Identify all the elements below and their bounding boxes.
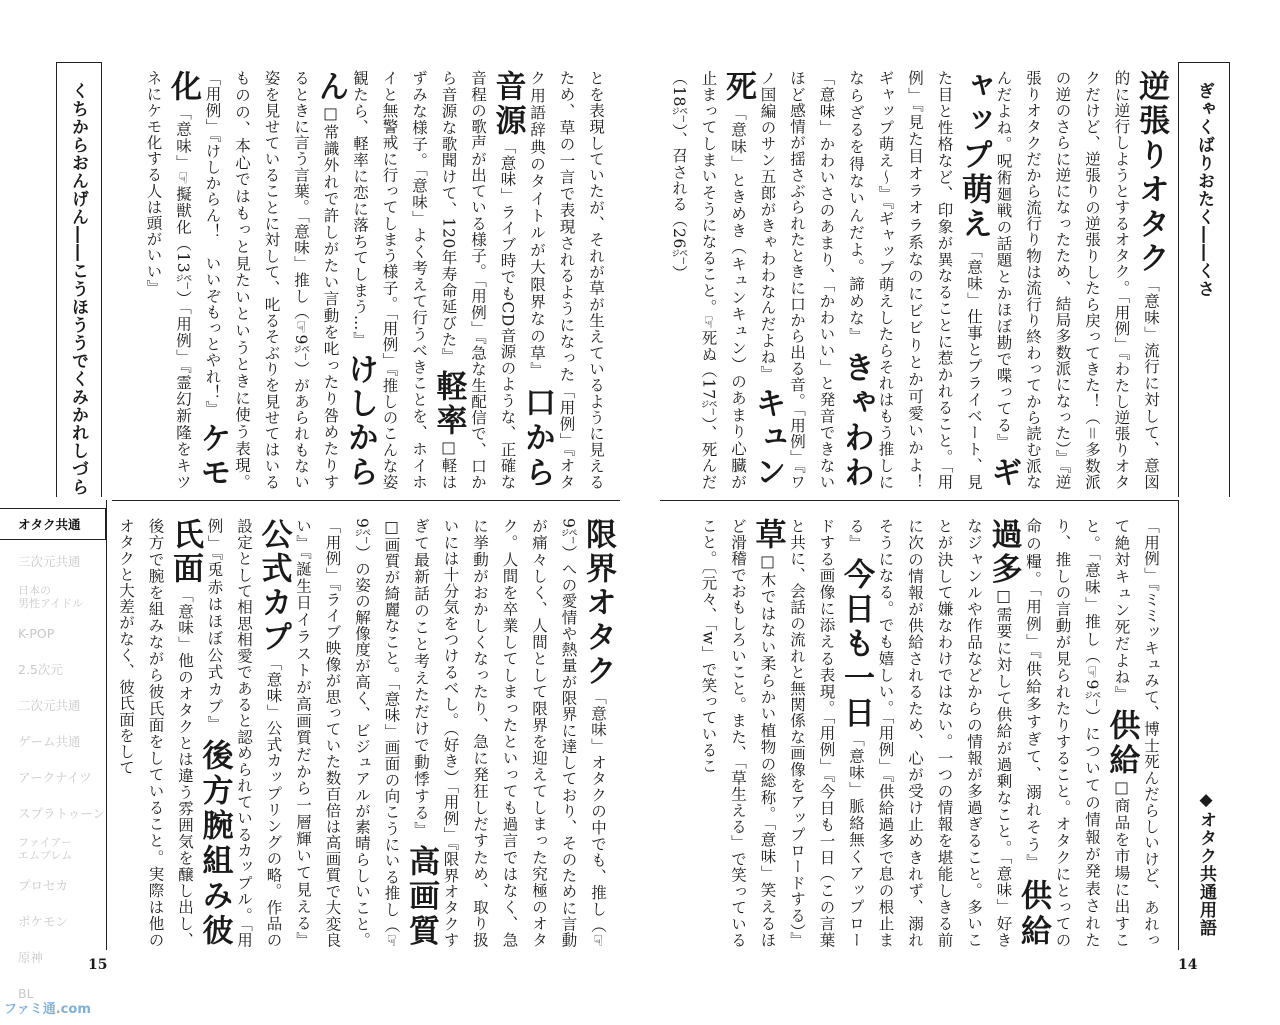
definition: 「意味」他のオタクとは違う雰囲気を醸し出し、後方で腕を組みながら彼氏面をしていること。実際は他のオタクと大差がなく、彼氏面をして	[117, 518, 194, 949]
definition: 「意味」流行に対して、意図的に逆行しようとするオタク。「用例」『わたし逆張りオタクだけど、逆張りの逆張りしたら戻ってきた！（＝多数派の逆のさらに逆になったため、結局多数派になった）』『逆張りオタクだから流行り物は流行り終わってから読む派なんだよね。呪術廻戦の話題とかほぼ勘で喋ってる』	[994, 70, 1160, 490]
definition: □需要に対して供給が過剰なこと。「意味」好きなジャンルや作品などからの情報が多過ぎること。多いことが決して嫌なわけではない。一つの情報を堪能しきる前に次の情報が供給されるため、心が受け止めきれず、溺れそうになる。でも嬉しい。「用例」『供給過多で息の根止まる』	[847, 518, 1013, 949]
term-kuchikara-ongen: 口から音源	[489, 70, 555, 491]
right-side-rule	[1178, 500, 1179, 950]
term-kouhou-udegumi: 後方腕組み彼氏面	[167, 518, 233, 949]
right-running-head	[1192, 82, 1217, 298]
tab-3d-common[interactable]: 三次元共通	[18, 553, 81, 569]
definition: 「意味」公式カップリングの略。作品の設定として相思相愛であると認められているカップル。「用例」『兎赤はほぼ公式カプ』	[205, 518, 283, 949]
term-koushiki-kapu: 公式カプ	[255, 518, 292, 655]
tab-otaku-common[interactable]: オタク共通	[0, 508, 106, 540]
term-kemoka: ケモ化	[165, 70, 231, 491]
term-kyoukyuu-kata: 供給過多	[985, 518, 1051, 948]
definition: □木ではない柔らかい植物の総称。「意味」笑えるほど滑稽でおもしろいこと。また、「草生える」で笑っていること。〔元々、「w」で笑っているこ	[699, 518, 777, 949]
tab-kpop[interactable]: K-POP	[18, 625, 55, 641]
term-kyoukyuu: 供給	[1103, 708, 1140, 779]
tab-bl[interactable]: BL	[18, 985, 34, 1001]
term-genkai-otaku: 限界オタク	[580, 518, 616, 689]
right-top-text	[670, 70, 1169, 507]
definition: □画質が綺麗なこと。「意味」画面の向こうにいる推し（☞9㌻）の姿の解像度が高く、ビジュアルが素晴らしいこと。「用例」『ライブ映像が思っていた数百倍は高画質で大変良い』『誕生日イラストが高画質だから一層輝いて見える』	[294, 518, 401, 948]
term-kougashitsu: 高画質	[403, 844, 439, 949]
tab-proseka[interactable]: プロセカ	[18, 877, 69, 893]
index-tabs	[0, 508, 106, 1014]
running-head-start: ぎゃくばりおたく	[1194, 82, 1214, 226]
page-number-left: 15	[88, 957, 108, 973]
term-gyakubari-otaku: 逆張りオタク	[1133, 70, 1169, 277]
term-kyou-mo-ichinichi: 今日も一日	[838, 557, 874, 731]
running-head-dash: ――	[68, 226, 88, 262]
right-bottom-text	[670, 518, 1165, 948]
definition: □軽はずみな様子。「意味」よく考えて行うべきことを、ホイホイと無警戒に行ってしまう様子。「用例」『推しのこんな姿観たら、軽率に恋に落ちてしまう…』	[351, 70, 458, 490]
entry-continued: とを表現していたが、それが草が生えているように見えるため、草の一言で表現されるようになった「用例」『オタク用語辞典のタイトルが大限界なの草』	[528, 70, 605, 490]
definition: 「意味」ときめき（キュンキュン）のあまり心臓が止まってしまいそうになること。☞死ぬ（17㌻）、死んだ（18㌻）、召される（26㌻）	[670, 70, 747, 490]
running-head-end: こうほううでくみかれしづら	[68, 262, 88, 496]
tab-genshin[interactable]: 原神	[18, 949, 44, 965]
tab-pokemon[interactable]: ポケモン	[18, 913, 69, 929]
entry-continued: 「用例」『ミミッキュみて、博士死んだらしいけど、あれって絶対キュン死だよね』	[1112, 518, 1160, 948]
left-top-text	[130, 70, 610, 490]
left-side-rule	[106, 500, 107, 950]
term-gap-moe: ギャップ萌え	[956, 70, 1022, 490]
section-title: ◆オタク共通用語	[1196, 790, 1216, 937]
term-keshikaran: けしからん	[312, 70, 378, 491]
running-head-end: くさ	[1194, 262, 1214, 298]
left-bottom-text	[117, 518, 616, 949]
term-kusa: 草	[749, 518, 786, 553]
definition: 「意味」脈絡無くアップロードする画像に添える表現。「用例」『今日も一日（この言葉と共に、会話の流れと無関係な画像をアップロードする）』	[788, 518, 865, 949]
page-number-right: 14	[1178, 957, 1198, 973]
tab-japanese-male-idol[interactable]: 日本の 男性アイドル	[18, 584, 84, 610]
running-head-start: くちからおんげん	[68, 82, 88, 226]
definition: 「意味」☞擬獣化（13㌻）「用例」『霊幻新隆をキツネにケモ化する人は頭がいい』	[144, 70, 192, 490]
famitsu-logo: ファミ通.com	[4, 1002, 91, 1017]
definition: 「意味」ライブ時でもCD音源のような、正確な音程の歌声が出ている様子。「用例」『急な生配信で、口から音源な歌聞けて、120年寿命延びた』	[439, 70, 517, 490]
definition: □商品を市場に出すこと。「意味」推し（☞9㌻）についての情報が発表されたり、推しの言動が見られたりすること。オタクにとっての命の糧。「用例」『供給多すぎて、溺れそう』	[1024, 518, 1131, 949]
left-mid-rule	[112, 500, 620, 501]
tab-2-5d[interactable]: 2.5次元	[18, 661, 63, 677]
left-running-head	[66, 82, 91, 496]
tab-arknights[interactable]: アークナイツ	[18, 769, 92, 785]
definition: 「意味」かわいさのあまり、「かわいい」と発音できないほど感情が揺さぶられたときに口から出る音。「用例」『ワノ国編のサン五郎がきゃわわなんだよね』	[758, 70, 836, 490]
right-page	[640, 0, 1280, 1025]
tab-2d-common[interactable]: 二次元共通	[18, 697, 81, 713]
tab-game-common[interactable]: ゲーム共通	[18, 733, 81, 749]
definition: 「意味」オタクの中でも、推し（☞9㌻）への愛情や熱量が限界に達しており、そのために言動が痛々しく、人間として限界を迎えてしまった究極のオタク。人間を卒業してしまったといっても過言ではなく、急に挙動がおかしくなったり、急に発狂しだすため、取り扱いには十分気をつけるべし。（好き）「用例」『限界オタクすぎて最新話のこと考えただけで動悸する』	[412, 518, 607, 948]
term-keisotsu: 軽率	[430, 369, 467, 439]
tab-splatoon[interactable]: スプラトゥーン	[18, 805, 105, 821]
definition: 「意味」仕事とプライベート、見た目と性格など、印象が異なることに惹かれること。「用例」『見た目オラオラ系なのにビビりとか可愛いかよ！ ギャップ萌え～』『ギャップ萌えしたらそれはもう推しにならざるを得ないんだよ。諦めな』	[847, 70, 983, 507]
running-head-dash: ――	[1194, 226, 1214, 262]
tab-fire-emblem[interactable]: ファイアー エムブレム	[18, 836, 73, 862]
term-kyawawa: きゃわわ	[838, 350, 874, 491]
definition: □常識外れで許しがたい言動を叱ったり咎めたりするときに言う言葉。「意味」推し（☞9㌻）があられもない姿を見せていることに対して、叱るそぶりを見せてはいるものの、本心ではもっと見たいというときに使う表現。「用例」『けしからん！ いいぞもっとやれ！』	[203, 70, 340, 490]
term-kyun-shi: キュン死	[720, 70, 786, 491]
